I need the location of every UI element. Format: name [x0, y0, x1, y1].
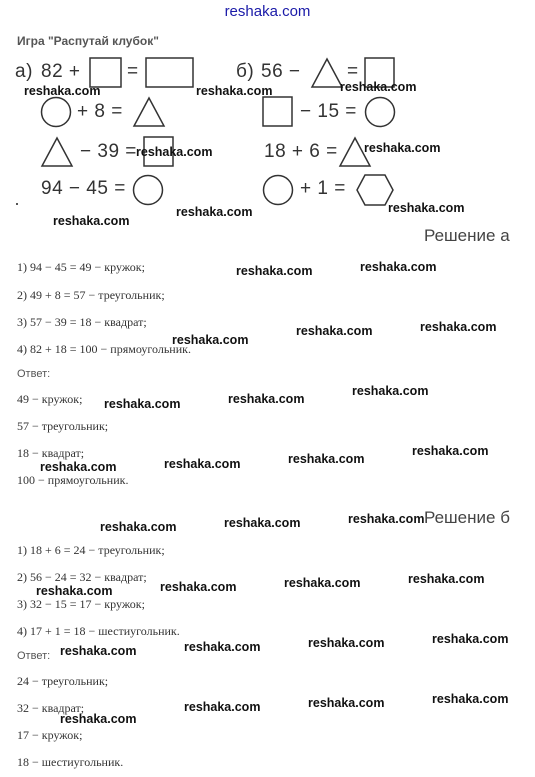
stray-dot: [16, 203, 18, 205]
watermark: reshaka.com: [104, 397, 181, 411]
circle-icon: [262, 174, 294, 206]
watermark: reshaka.com: [284, 576, 361, 590]
solution-a-step: 2) 49 + 8 = 57 − треугольник;: [17, 288, 165, 302]
watermark: reshaka.com: [164, 457, 241, 471]
square-icon: [262, 96, 294, 128]
watermark: reshaka.com: [432, 632, 509, 646]
solution-b-step: 1) 18 + 6 = 24 − треугольник;: [17, 543, 165, 557]
solution-b-step: 4) 17 + 1 = 18 − шестиугольник.: [17, 624, 180, 638]
watermark: reshaka.com: [60, 712, 137, 726]
watermark: reshaka.com: [160, 580, 237, 594]
a-row4-expr: 94 − 45 =: [41, 178, 126, 199]
solution-b-heading: Решение б: [424, 508, 510, 527]
watermark: reshaka.com: [340, 80, 417, 94]
triangle-icon: [132, 96, 166, 128]
solution-b-answer: 32 − квадрат;: [17, 701, 85, 715]
solution-a-answer: 18 − квадрат;: [17, 446, 85, 460]
part-b-label: б): [236, 61, 255, 82]
solution-a-answer: 49 − кружок;: [17, 392, 83, 406]
solution-b-step: 2) 56 − 24 = 32 − квадрат;: [17, 570, 147, 584]
part-a-label: а): [15, 61, 33, 82]
watermark: reshaka.com: [388, 201, 465, 215]
watermark: reshaka.com: [408, 572, 485, 586]
a-row2-expr: + 8 =: [77, 101, 123, 122]
solution-a-answer: 100 − прямоугольник.: [17, 473, 129, 487]
solution-b-answer-label: Ответ:: [17, 650, 51, 662]
b-row2-expr: − 15 =: [300, 101, 357, 122]
solution-a-step: 1) 94 − 45 = 49 − кружок;: [17, 260, 145, 274]
solution-a-step: 3) 57 − 39 = 18 − квадрат;: [17, 315, 147, 329]
watermark: reshaka.com: [420, 320, 497, 334]
watermark: reshaka.com: [176, 205, 253, 219]
watermark: reshaka.com: [136, 145, 213, 159]
watermark: reshaka.com: [172, 333, 249, 347]
watermark: reshaka.com: [288, 452, 365, 466]
solution-a-answer-label: Ответ:: [17, 368, 51, 380]
circle-icon: [132, 174, 164, 206]
watermark: reshaka.com: [412, 444, 489, 458]
a-row1-expr: 82 +: [41, 61, 81, 82]
solution-a-step: 4) 82 + 18 = 100 − прямоугольник.: [17, 342, 191, 356]
watermark: reshaka.com: [432, 692, 509, 706]
watermark: reshaka.com: [224, 516, 301, 530]
watermark: reshaka.com: [360, 260, 437, 274]
solution-b-step: 3) 32 − 15 = 17 − кружок;: [17, 597, 145, 611]
watermark: reshaka.com: [296, 324, 373, 338]
b-row1-expr: 56 −: [261, 61, 301, 82]
a-row1-equals: =: [127, 61, 139, 82]
watermark: reshaka.com: [184, 640, 261, 654]
watermark: reshaka.com: [36, 584, 113, 598]
watermark: reshaka.com: [308, 636, 385, 650]
rectangle-icon: [145, 57, 195, 89]
a-row3-expr: − 39 =: [80, 141, 137, 162]
watermark: reshaka.com: [364, 141, 441, 155]
watermark: reshaka.com: [40, 460, 117, 474]
watermark: reshaka.com: [352, 384, 429, 398]
watermark: reshaka.com: [308, 696, 385, 710]
site-header[interactable]: reshaka.com: [224, 3, 311, 20]
watermark: reshaka.com: [53, 214, 130, 228]
solution-a-heading: Решение а: [424, 226, 510, 245]
watermark: reshaka.com: [348, 512, 425, 526]
watermark: reshaka.com: [184, 700, 261, 714]
b-row3-expr: 18 + 6 =: [264, 141, 338, 162]
watermark: reshaka.com: [100, 520, 177, 534]
b-row4-expr: + 1 =: [300, 178, 346, 199]
triangle-icon: [310, 57, 344, 89]
watermark: reshaka.com: [24, 84, 101, 98]
puzzle-title: Игра "Распутай клубок": [17, 34, 159, 48]
circle-icon: [364, 96, 396, 128]
solution-b-answer: 17 − кружок;: [17, 728, 83, 742]
b-row1-equals: =: [347, 61, 359, 82]
solution-b-answer: 24 − треугольник;: [17, 674, 109, 688]
watermark: reshaka.com: [228, 392, 305, 406]
watermark: reshaka.com: [236, 264, 313, 278]
circle-icon: [40, 96, 72, 128]
watermark: reshaka.com: [196, 84, 273, 98]
solution-a-answer: 57 − треугольник;: [17, 419, 109, 433]
solution-b-answer: 18 − шестиугольник.: [17, 755, 124, 769]
watermark: reshaka.com: [60, 644, 137, 658]
triangle-icon: [40, 136, 74, 168]
